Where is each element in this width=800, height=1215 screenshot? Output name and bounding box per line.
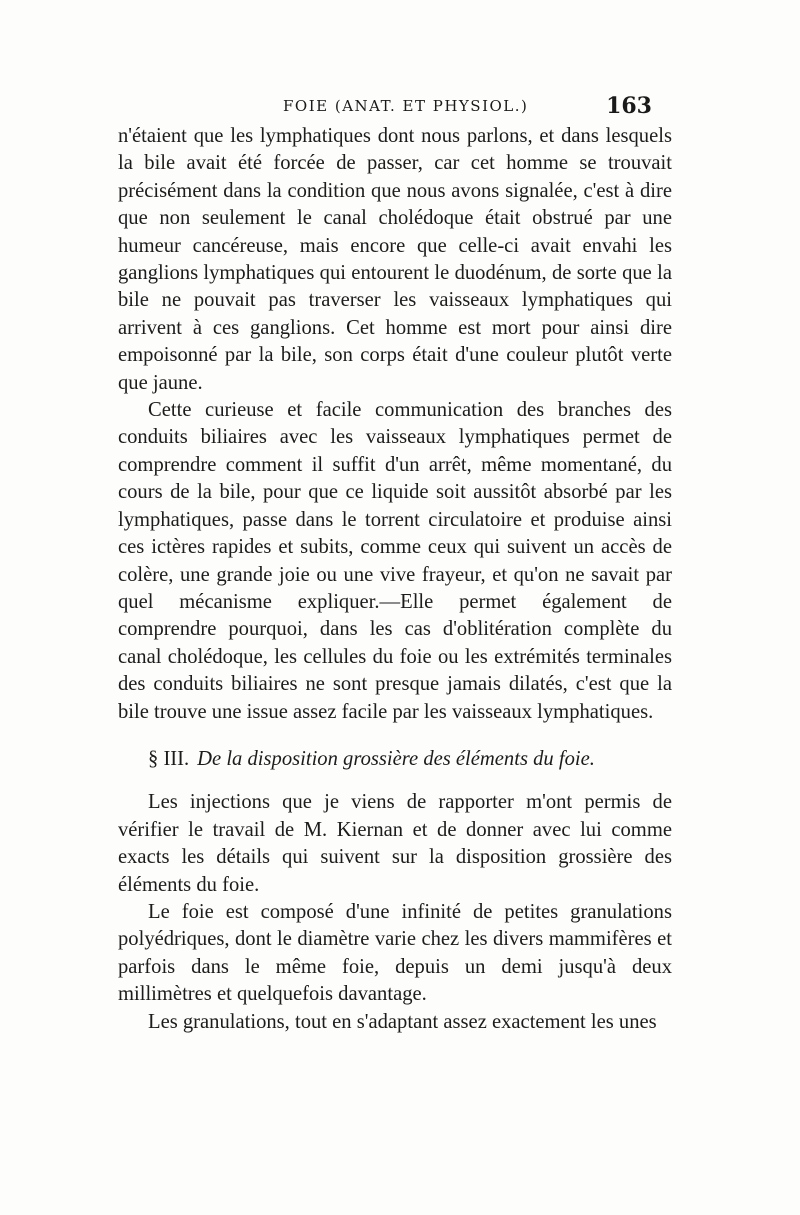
running-header xyxy=(118,93,658,123)
paragraph-2: Cette curieuse et facile communication des branches des conduits biliaires avec les vaisseaux lymphatiques permet de comprendre comment il suffit d'un arrêt, même momentané, du cours de la bile, pour que ce liquide soit aussitôt absorbé par les lymphatiques, passe dans le torrent circulatoire et produise ainsi ces ictères rapides et subits, comme ceux qui suivent un accès de colère, une grande joie ou une vive frayeur, et qu'on ne savait par quel mécanisme expliquer.—Elle permet également de comprendre pourquoi, dans les cas d'oblitération complète du canal cholédoque, les cellules du foie ou les extrémités terminales des conduits biliaires ne sont presque jamais dilatés, c'est que la bile trouve une issue assez facile par les vaisseaux lymphatiques. xyxy=(118,399,672,723)
page-number: 163 xyxy=(606,93,652,119)
paragraph-3: Les injections que je viens de rapporter m'ont permis de vérifier le travail de M. Kiernan et de donner avec lui comme exacts les détails qui suivent sur la disposition grossière des éléments du foie. xyxy=(118,791,672,896)
section-heading xyxy=(118,746,672,773)
section-title: De la disposition grossière des éléments du foie. xyxy=(197,747,595,770)
paragraph-4: Le foie est composé d'une infinité de petites granulations polyédriques, dont le diamètre varie chez les divers mammifères et parfois dans le même foie, depuis un demi jusqu'à deux millimètres et quelquefois davantage. xyxy=(118,900,672,1006)
section-number: § III. xyxy=(148,747,190,770)
header-title: FOIE (ANAT. ET PHYSIOL.) xyxy=(283,97,529,115)
paragraph-1: n'étaient que les lymphatiques dont nous parlons, et dans lesquels la bile avait été forcée de passer, car cet homme se trouvait précisément dans la condition que nous avons signalée, c'est à dire que non seulement le canal cholédoque était obstrué par une humeur cancéreuse, mais encore que celle-ci avait envahi les ganglions lymphatiques qui entourent le duodénum, de sorte que la bile ne pouvait pas traverser les vaisseaux lymphatiques qui arrivent à ces ganglions. Cet homme est mort pour ainsi dire empoisonné par la bile, son corps était d'une couleur plutôt verte que jaune. xyxy=(118,125,672,394)
body-text xyxy=(118,123,672,1036)
paragraph-5: Les granulations, tout en s'adaptant assez exactement les unes xyxy=(148,1010,657,1033)
